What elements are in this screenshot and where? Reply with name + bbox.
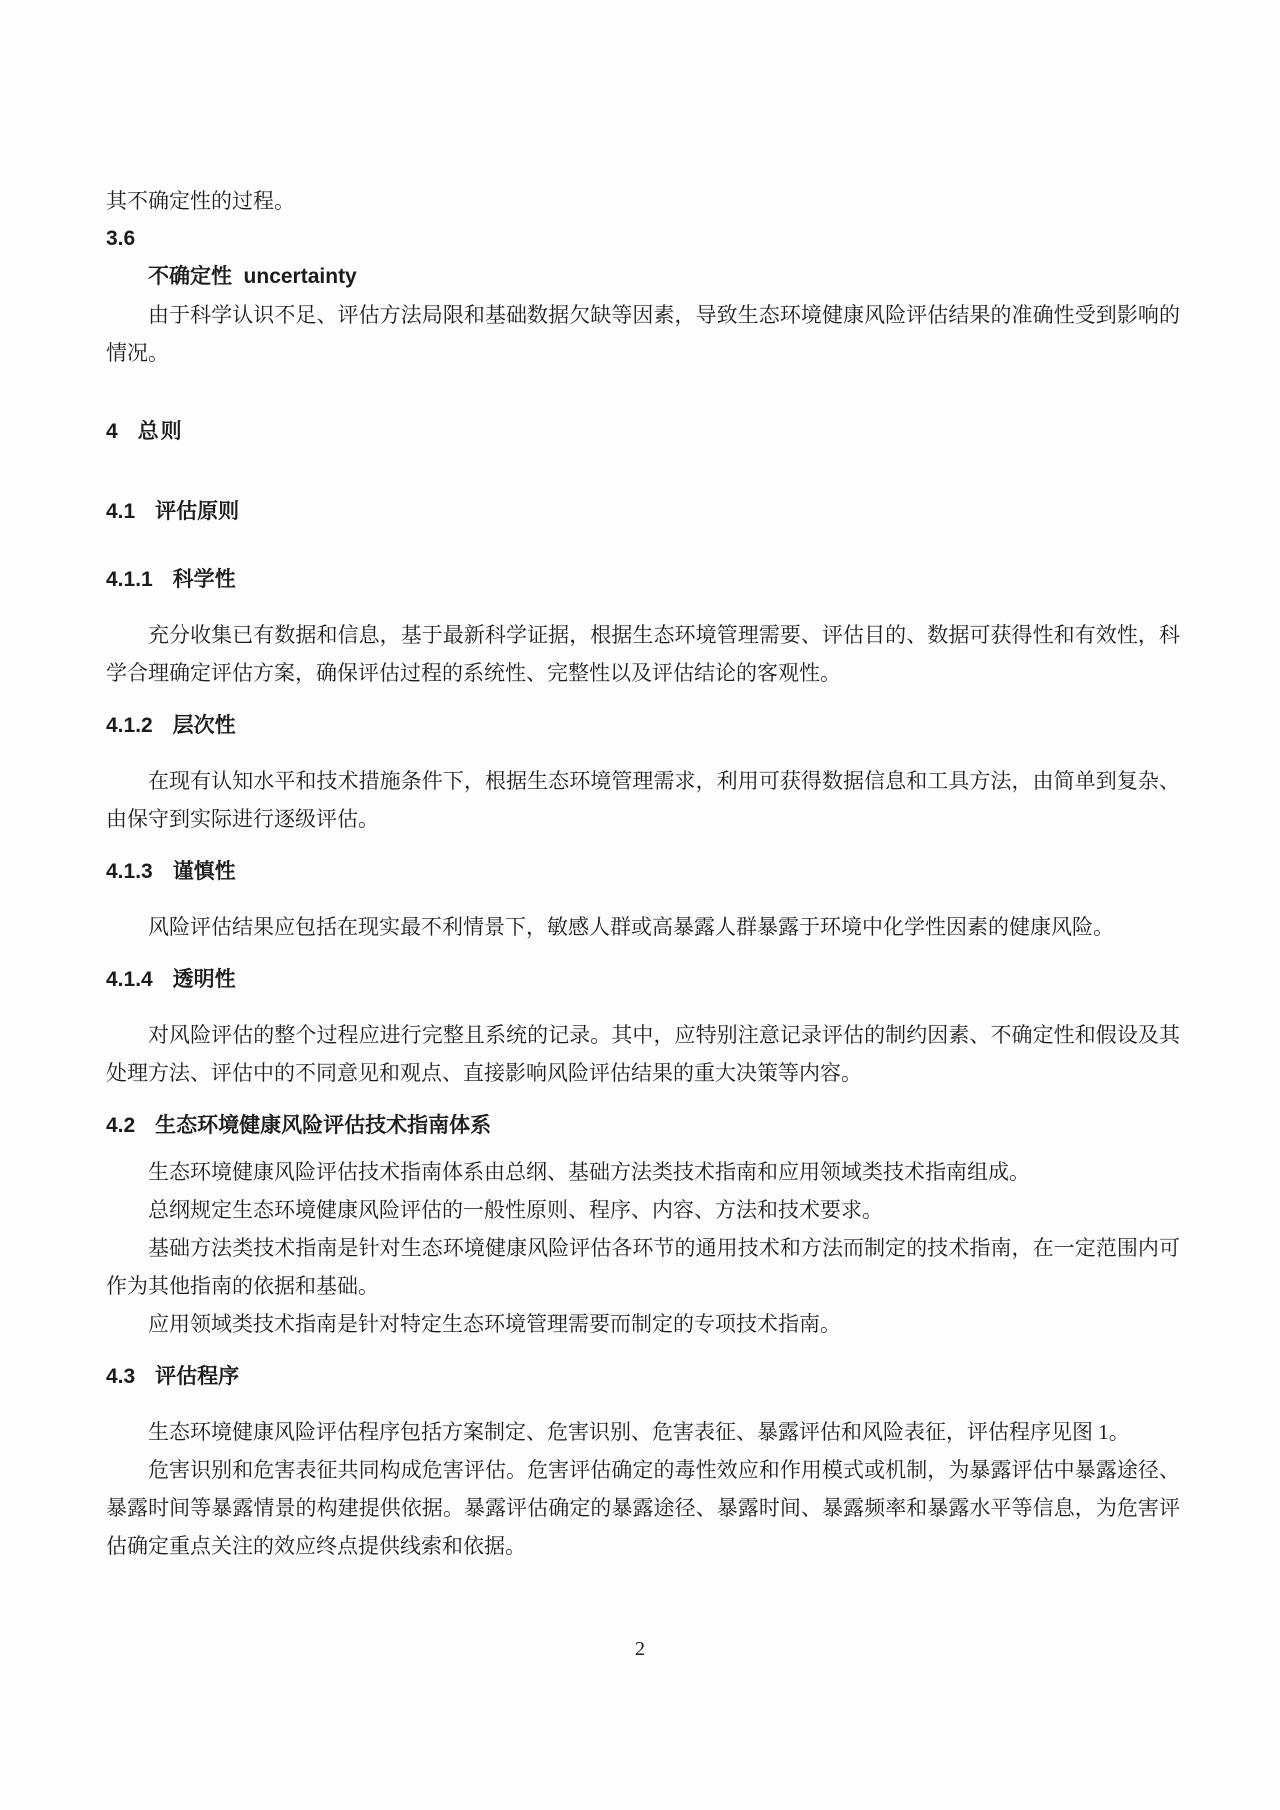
heading-title: 科学性 [172,568,236,591]
paragraph-4-3-a: 生态环境健康风险评估程序包括方案制定、危害识别、危害表征、暴露评估和风险表征，评估程序见图 1。 [148,1420,1130,1444]
paragraph-4-1-1: 充分收集已有数据和信息，基于最新科学证据，根据生态环境管理需要、评估目的、数据可获得性和有效性，科学合理确定评估方案，确保评估过程的系统性、完整性以及评估结论的客观性。 [106,623,1180,685]
paragraph-4-2-b: 总纲规定生态环境健康风险评估的一般性原则、程序、内容、方法和技术要求。 [148,1198,883,1222]
section-heading-4 [106,413,1180,451]
heading-title: 评估程序 [155,1365,240,1388]
paragraph-definition: 由于科学认识不足、评估方法局限和基础数据欠缺等因素，导致生态环境健康风险评估结果的准确性受到影响的情况。 [106,303,1180,365]
heading-title: 透明性 [172,968,236,991]
paragraph-4-1-3: 风险评估结果应包括在现实最不利情景下，敏感人群或高暴露人群暴露于环境中化学性因素的健康风险。 [148,915,1114,939]
section-heading-4-2 [106,1107,1180,1145]
heading-number: 4.2 [106,1114,136,1137]
section-heading-4-1 [106,493,1180,531]
term-zh: 不确定性 [148,265,232,288]
paragraph-4-2-d: 应用领域类技术指南是针对特定生态环境管理需要而制定的专项技术指南。 [148,1312,841,1336]
heading-title: 评估原则 [155,500,240,523]
section-heading-4-1-1 [106,561,1180,599]
section-heading-4-1-3 [106,853,1180,891]
heading-number: 4.1.4 [106,968,153,991]
paragraph-4-1-4: 对风险评估的整个过程应进行完整且系统的记录。其中，应特别注意记录评估的制约因素、不确定性和假设及其处理方法、评估中的不同意见和观点、直接影响风险评估结果的重大决策等内容。 [106,1023,1180,1085]
page-number: 2 [635,1638,645,1660]
paragraph-4-2-a: 生态环境健康风险评估技术指南体系由总纲、基础方法类技术指南和应用领域类技术指南组成。 [148,1160,1030,1184]
term-heading-uncertainty [106,258,1180,296]
section-heading-4-1-2 [106,707,1180,745]
heading-number: 4.1.2 [106,714,153,737]
clause-number-3-6: 3.6 [106,227,136,250]
paragraph-4-2-c: 基础方法类技术指南是针对生态环境健康风险评估各环节的通用技术和方法而制定的技术指南，在一定范围内可作为其他指南的依据和基础。 [106,1236,1180,1298]
heading-number: 4.3 [106,1365,136,1388]
heading-title: 谨慎性 [172,860,236,883]
heading-number: 4 [106,420,118,443]
document-content [106,0,1180,1565]
section-heading-4-3 [106,1358,1180,1396]
term-en: uncertainty [243,265,357,288]
heading-title: 层次性 [172,714,236,737]
heading-number: 4.1.3 [106,860,153,883]
heading-number: 4.1 [106,500,136,523]
heading-number: 4.1.1 [106,568,153,591]
paragraph-4-1-2: 在现有认知水平和技术措施条件下，根据生态环境管理需求，利用可获得数据信息和工具方法，由简单到复杂、由保守到实际进行逐级评估。 [106,769,1180,831]
paragraph-4-3-b: 危害识别和危害表征共同构成危害评估。危害评估确定的毒性效应和作用模式或机制，为暴露评估中暴露途径、暴露时间等暴露情景的构建提供依据。暴露评估确定的暴露途径、暴露时间、暴露频率和暴露水平等信息，为危害评估确定重点关注的效应终点提供线索和依据。 [106,1458,1180,1558]
paragraph-continuation: 其不确定性的过程。 [106,189,295,213]
heading-title: 生态环境健康风险评估技术指南体系 [155,1114,492,1137]
heading-title: 总则 [137,420,184,443]
section-heading-4-1-4 [106,961,1180,999]
